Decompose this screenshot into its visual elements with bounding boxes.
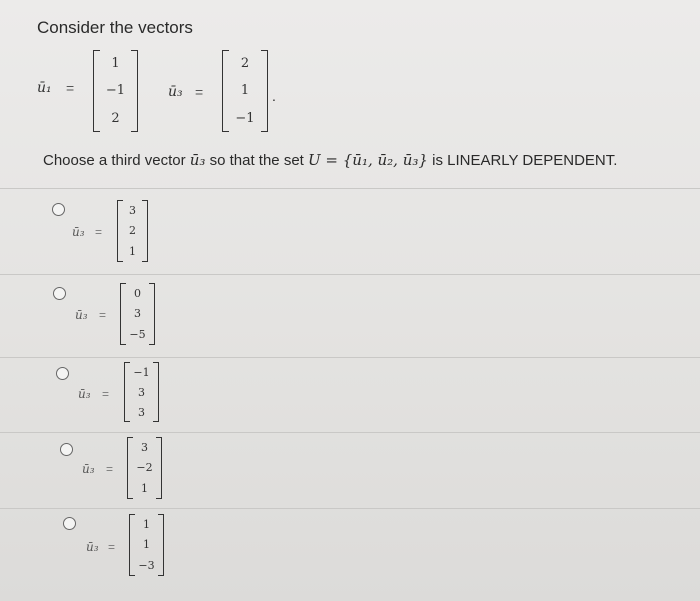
option-5-equals: = — [108, 540, 116, 554]
option-3-matrix — [124, 362, 159, 422]
option-1-label: ū₃ — [72, 225, 85, 239]
option-1-entry-2: 2 — [129, 224, 136, 238]
option-5-matrix — [129, 514, 164, 576]
option-2-entry-3: −5 — [129, 328, 146, 342]
option-3-equals: = — [102, 387, 110, 401]
option-4-entry-2: −2 — [136, 461, 153, 475]
prompt-set: U = {ū₁, ū₂, ū₃} — [308, 151, 428, 169]
question-title: Consider the vectors — [37, 18, 193, 37]
divider — [0, 274, 700, 275]
u1-equals: = — [66, 80, 75, 96]
u1-entry-2: −1 — [105, 83, 126, 99]
option-4-entry-1: 3 — [141, 440, 148, 454]
u1-entry-1: 1 — [111, 56, 120, 72]
u3-entry-2: 1 — [240, 83, 250, 99]
option-2-entry-2: 3 — [134, 307, 141, 321]
divider — [0, 188, 700, 189]
option-1-entry-1: 3 — [129, 203, 136, 217]
u3-entry-1: 2 — [240, 56, 250, 72]
option-2-entry-1: 0 — [134, 286, 141, 300]
u3-label: ū₃ — [168, 84, 183, 100]
option-2-matrix — [120, 283, 155, 345]
u3-matrix — [222, 50, 268, 132]
divider — [0, 357, 700, 358]
option-5-entry-3: −3 — [138, 559, 155, 573]
option-3-entry-2: 3 — [138, 385, 145, 399]
option-5-entry-1: 1 — [143, 517, 150, 531]
prompt-mid: so that the set — [205, 152, 308, 169]
radio-option-5[interactable] — [63, 517, 76, 530]
radio-option-3[interactable] — [56, 367, 69, 380]
option-1-equals: = — [95, 225, 103, 239]
radio-option-4[interactable] — [60, 443, 73, 456]
radio-option-2[interactable] — [53, 287, 66, 300]
divider — [0, 432, 700, 433]
option-4-entry-3: 1 — [141, 482, 148, 496]
radio-option-1[interactable] — [52, 203, 65, 216]
prompt-prefix: Choose a third vector — [43, 152, 190, 169]
u1-entry-3: 2 — [111, 110, 120, 126]
option-3-entry-3: 3 — [138, 405, 145, 419]
option-5-label: ū₃ — [86, 540, 99, 554]
u1-label: ū₁ — [37, 80, 52, 96]
u3-entry-3: −1 — [235, 110, 255, 126]
prompt-var: ū₃ — [189, 151, 206, 169]
u1-matrix — [93, 50, 138, 132]
option-4-equals: = — [106, 462, 114, 476]
option-3-label: ū₃ — [78, 387, 91, 401]
u3-equals: = — [195, 84, 204, 100]
option-2-label: ū₃ — [75, 308, 88, 322]
option-1-matrix — [117, 200, 148, 262]
option-2-equals: = — [99, 308, 107, 322]
option-3-entry-1: −1 — [133, 365, 150, 379]
option-4-label: ū₃ — [82, 462, 95, 476]
option-5-entry-2: 1 — [143, 538, 150, 552]
option-4-matrix — [127, 437, 162, 499]
question-prompt — [43, 151, 617, 169]
option-1-entry-3: 1 — [129, 245, 136, 259]
divider — [0, 508, 700, 509]
prompt-suffix: is LINEARLY DEPENDENT. — [427, 152, 618, 169]
period: . — [272, 88, 276, 104]
